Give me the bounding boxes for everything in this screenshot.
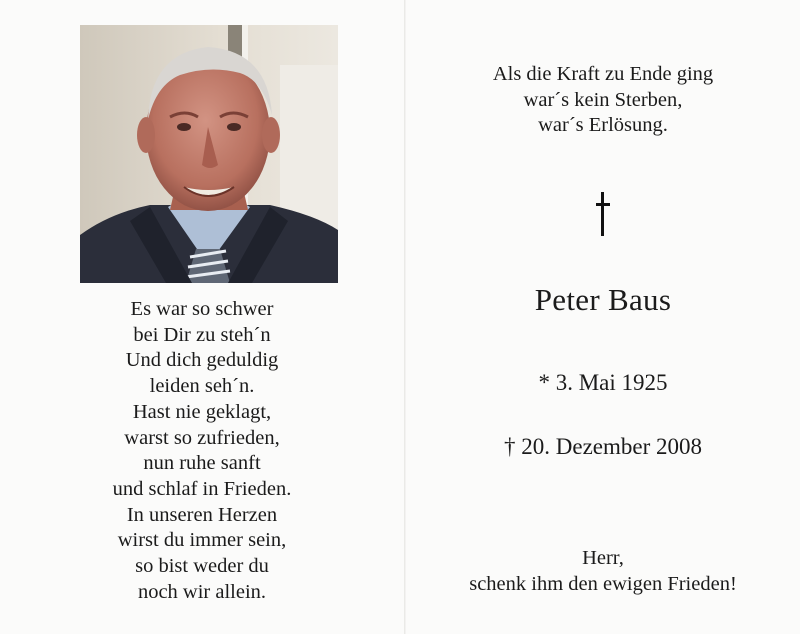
poem-line: In unseren Herzen [126, 503, 278, 526]
verse-line: Als die Kraft zu Ende ging [492, 63, 714, 85]
verse-line: war´s kein Sterben, [523, 88, 683, 111]
poem-line: Und dich geduldig [125, 349, 279, 372]
verse-line: war´s Erlösung. [538, 114, 668, 136]
closing-line: Herr, [582, 547, 624, 569]
poem-line: Hast nie geklagt, [132, 400, 272, 423]
portrait-illustration [80, 25, 338, 283]
poem-line: nun ruhe sanft [143, 452, 261, 475]
verse [406, 62, 800, 139]
poem-line: Es war so schwer [130, 298, 274, 320]
death-date: † 20. Dezember 2008 [504, 434, 702, 459]
latin-cross-icon [596, 192, 610, 236]
poem-line: noch wir allein. [137, 580, 267, 603]
poem-line: so bist weder du [135, 555, 269, 578]
right-panel [406, 0, 800, 634]
portrait-photo [80, 25, 338, 283]
poem-line: leiden seh´n. [149, 375, 255, 398]
poem [0, 297, 404, 605]
poem-line: bei Dir zu steh´n [133, 323, 271, 346]
closing-prayer [406, 545, 800, 597]
poem-line: und schlaf in Frieden. [112, 477, 292, 500]
birth-date: * 3. Mai 1925 [538, 370, 668, 395]
closing-line: schenk ihm den ewigen Frieden! [469, 573, 737, 595]
poem-line: warst so zufrieden, [124, 426, 280, 449]
poem-line: wirst du immer sein, [117, 529, 287, 552]
deceased-name: Peter Baus [534, 282, 672, 317]
